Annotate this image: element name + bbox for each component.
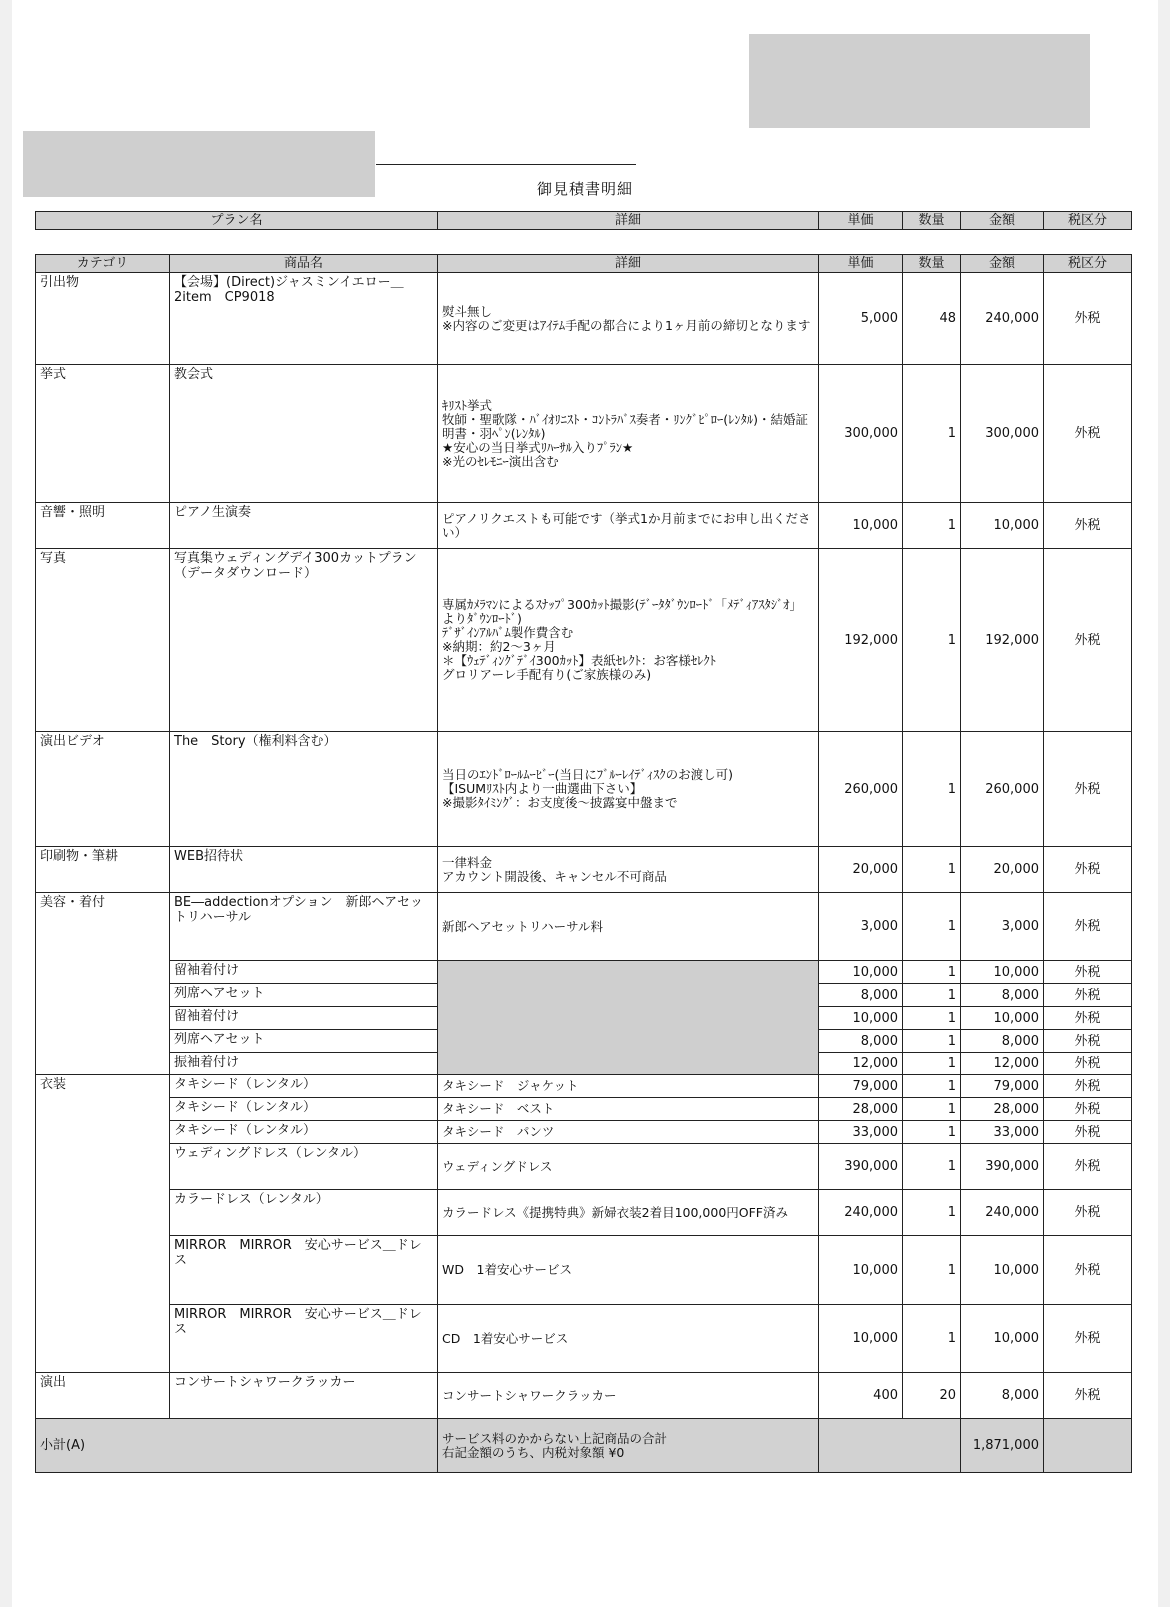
row-product: コンサートシャワークラッカー xyxy=(170,1373,438,1419)
row-quantity: 1 xyxy=(903,1030,961,1053)
row-quantity: 1 xyxy=(903,1098,961,1121)
row-quantity: 1 xyxy=(903,1190,961,1236)
row-tax-type: 外税 xyxy=(1044,273,1132,365)
table-row xyxy=(36,1144,1132,1190)
row-quantity: 48 xyxy=(903,273,961,365)
row-tax-type: 外税 xyxy=(1044,732,1132,847)
row-quantity: 20 xyxy=(903,1373,961,1419)
row-tax-type: 外税 xyxy=(1044,1075,1132,1098)
row-tax-type: 外税 xyxy=(1044,1373,1132,1419)
col-category: カテゴリ xyxy=(36,255,170,273)
table-row xyxy=(36,1098,1132,1121)
row-amount: 8,000 xyxy=(961,1373,1044,1419)
row-detail: コンサートシャワークラッカー xyxy=(438,1373,819,1419)
row-quantity: 1 xyxy=(903,1053,961,1075)
row-tax-type: 外税 xyxy=(1044,1236,1132,1305)
row-tax-type: 外税 xyxy=(1044,984,1132,1007)
row-product: 留袖着付け xyxy=(170,961,438,984)
col-tax-type: 税区分 xyxy=(1044,255,1132,273)
row-amount: 79,000 xyxy=(961,1075,1044,1098)
row-quantity: 1 xyxy=(903,847,961,893)
col-product-name: 商品名 xyxy=(170,255,438,273)
subtotal-detail: サービス料のかからない上記商品の合計 右記金額のうち、内税対象額 ¥0 xyxy=(438,1419,819,1473)
row-unit-price: 5,000 xyxy=(819,273,903,365)
row-detail: カラードレス《提携特典》新婦衣装2着目100,000円OFF済み xyxy=(438,1190,819,1236)
table-row xyxy=(36,847,1132,893)
row-product: ウェディングドレス（レンタル） xyxy=(170,1144,438,1190)
row-amount: 192,000 xyxy=(961,549,1044,732)
row-amount: 240,000 xyxy=(961,1190,1044,1236)
plan-table-header xyxy=(36,212,1132,230)
table-row xyxy=(36,549,1132,732)
row-product: 写真集ウェディングデイ300カットプラン（データダウンロード） xyxy=(170,549,438,732)
col-detail: 詳細 xyxy=(438,212,819,230)
row-tax-type: 外税 xyxy=(1044,847,1132,893)
row-detail: 新郎ヘアセットリハーサル料 xyxy=(438,893,819,961)
col-quantity: 数量 xyxy=(903,255,961,273)
row-category: 写真 xyxy=(36,549,170,732)
row-detail: タキシード パンツ xyxy=(438,1121,819,1144)
row-product: 列席ヘアセット xyxy=(170,984,438,1007)
row-amount: 8,000 xyxy=(961,1030,1044,1053)
row-category: 美容・着付 xyxy=(36,893,170,1075)
table-row xyxy=(36,365,1132,503)
row-unit-price: 10,000 xyxy=(819,1007,903,1030)
row-tax-type: 外税 xyxy=(1044,1053,1132,1075)
table-row xyxy=(36,1373,1132,1419)
row-amount: 10,000 xyxy=(961,1007,1044,1030)
row-product: タキシード（レンタル） xyxy=(170,1075,438,1098)
col-unit-price: 単価 xyxy=(819,255,903,273)
row-detail: ｷﾘｽﾄ挙式 牧師・聖歌隊・ﾊﾞｲｵﾘﾆｽﾄ・ｺﾝﾄﾗﾊﾞｽ奏者・ﾘﾝｸﾞﾋﾟﾛｰ(ﾚﾝﾀﾙ)・結婚証明書・羽ﾍﾟﾝ(ﾚﾝﾀﾙ) ★安心の当日挙式ﾘﾊｰｻﾙ入りﾌﾟﾗﾝ★ ※光のｾﾚﾓﾆｰ演出含む xyxy=(438,365,819,503)
table-row xyxy=(36,1236,1132,1305)
row-detail: 当日のｴﾝﾄﾞﾛｰﾙﾑｰﾋﾞｰ(当日にﾌﾞﾙｰﾚｲﾃﾞｨｽｸのお渡し可) 【ISUMﾘｽﾄ内より一曲選曲下さい】 ※撮影ﾀｲﾐﾝｸﾞ：お支度後～披露宴中盤まで xyxy=(438,732,819,847)
row-product: カラードレス（レンタル） xyxy=(170,1190,438,1236)
row-detail: 専属ｶﾒﾗﾏﾝによるｽﾅｯﾌﾟ300ｶｯﾄ撮影(ﾃﾞｰﾀﾀﾞｳﾝﾛｰﾄﾞ「ﾒﾃﾞｨｱｽﾀｼﾞｵ」よりﾀﾞｳﾝﾛｰﾄﾞ) ﾃﾞｻﾞｲﾝｱﾙﾊﾞﾑ製作費含む ※納期：約2～3ヶ月 ＊【ｳｪﾃﾞｨﾝｸﾞﾃﾞｲ300ｶｯﾄ】表紙ｾﾚｸﾄ：お客様ｾﾚｸﾄ グロリアーレ手配有り(ご家族様のみ) xyxy=(438,549,819,732)
table-row xyxy=(36,732,1132,847)
col-unit-price: 単価 xyxy=(819,212,903,230)
row-category: 演出 xyxy=(36,1373,170,1419)
row-quantity: 1 xyxy=(903,893,961,961)
table-row xyxy=(36,893,1132,961)
row-quantity: 1 xyxy=(903,549,961,732)
subtotal-row xyxy=(36,1419,1132,1473)
row-detail: WD 1着安心サービス xyxy=(438,1236,819,1305)
row-amount: 33,000 xyxy=(961,1121,1044,1144)
row-quantity: 1 xyxy=(903,503,961,549)
col-plan-name: プラン名 xyxy=(36,212,438,230)
row-unit-price: 10,000 xyxy=(819,1305,903,1373)
row-tax-type: 外税 xyxy=(1044,1121,1132,1144)
subtotal-tax-empty xyxy=(1044,1419,1132,1473)
row-tax-type: 外税 xyxy=(1044,549,1132,732)
row-tax-type: 外税 xyxy=(1044,1098,1132,1121)
row-detail: 熨斗無し ※内容のご変更はｱｲﾃﾑ手配の都合により1ヶ月前の締切となります xyxy=(438,273,819,365)
plan-table xyxy=(35,211,1132,230)
row-amount: 10,000 xyxy=(961,1236,1044,1305)
row-tax-type: 外税 xyxy=(1044,1030,1132,1053)
row-unit-price: 8,000 xyxy=(819,1030,903,1053)
row-unit-price: 3,000 xyxy=(819,893,903,961)
row-amount: 240,000 xyxy=(961,273,1044,365)
table-row xyxy=(36,1121,1132,1144)
row-product: 振袖着付け xyxy=(170,1053,438,1075)
row-quantity: 1 xyxy=(903,1305,961,1373)
items-table-header xyxy=(36,255,1132,273)
row-unit-price: 390,000 xyxy=(819,1144,903,1190)
row-amount: 10,000 xyxy=(961,503,1044,549)
row-amount: 12,000 xyxy=(961,1053,1044,1075)
subtotal-empty xyxy=(819,1419,961,1473)
col-detail: 詳細 xyxy=(438,255,819,273)
row-quantity: 1 xyxy=(903,1007,961,1030)
row-unit-price: 10,000 xyxy=(819,961,903,984)
row-unit-price: 10,000 xyxy=(819,503,903,549)
row-unit-price: 8,000 xyxy=(819,984,903,1007)
row-unit-price: 33,000 xyxy=(819,1121,903,1144)
row-unit-price: 300,000 xyxy=(819,365,903,503)
row-quantity: 1 xyxy=(903,984,961,1007)
row-category: 引出物 xyxy=(36,273,170,365)
row-detail: CD 1着安心サービス xyxy=(438,1305,819,1373)
row-detail: 一律料金 アカウント開設後、キャンセル不可商品 xyxy=(438,847,819,893)
row-unit-price: 400 xyxy=(819,1373,903,1419)
col-quantity: 数量 xyxy=(903,212,961,230)
row-product: The Story（権利料含む） xyxy=(170,732,438,847)
row-category: 演出ビデオ xyxy=(36,732,170,847)
row-category: 音響・照明 xyxy=(36,503,170,549)
row-amount: 260,000 xyxy=(961,732,1044,847)
col-tax-type: 税区分 xyxy=(1044,212,1132,230)
row-unit-price: 28,000 xyxy=(819,1098,903,1121)
redacted-detail xyxy=(438,961,819,1075)
row-product: タキシード（レンタル） xyxy=(170,1098,438,1121)
col-amount: 金額 xyxy=(961,212,1044,230)
table-row xyxy=(36,273,1132,365)
row-amount: 8,000 xyxy=(961,984,1044,1007)
row-unit-price: 10,000 xyxy=(819,1236,903,1305)
table-row xyxy=(36,961,1132,984)
row-unit-price: 79,000 xyxy=(819,1075,903,1098)
row-amount: 20,000 xyxy=(961,847,1044,893)
row-category: 印刷物・筆耕 xyxy=(36,847,170,893)
row-amount: 28,000 xyxy=(961,1098,1044,1121)
row-quantity: 1 xyxy=(903,961,961,984)
subtotal-amount: 1,871,000 xyxy=(961,1419,1044,1473)
signature-line xyxy=(376,164,636,165)
row-quantity: 1 xyxy=(903,1236,961,1305)
row-quantity: 1 xyxy=(903,732,961,847)
row-amount: 10,000 xyxy=(961,961,1044,984)
row-tax-type: 外税 xyxy=(1044,1007,1132,1030)
subtotal-label: 小計(A) xyxy=(36,1419,438,1473)
row-amount: 390,000 xyxy=(961,1144,1044,1190)
row-tax-type: 外税 xyxy=(1044,365,1132,503)
row-tax-type: 外税 xyxy=(1044,1305,1132,1373)
row-unit-price: 12,000 xyxy=(819,1053,903,1075)
col-amount: 金額 xyxy=(961,255,1044,273)
row-product: 列席ヘアセット xyxy=(170,1030,438,1053)
row-unit-price: 240,000 xyxy=(819,1190,903,1236)
row-product: ピアノ生演奏 xyxy=(170,503,438,549)
row-quantity: 1 xyxy=(903,365,961,503)
row-tax-type: 外税 xyxy=(1044,893,1132,961)
table-row xyxy=(36,503,1132,549)
row-category: 挙式 xyxy=(36,365,170,503)
row-amount: 10,000 xyxy=(961,1305,1044,1373)
row-detail: ウェディングドレス xyxy=(438,1144,819,1190)
row-tax-type: 外税 xyxy=(1044,1144,1132,1190)
row-product: BE―addectionオプション 新郎ヘアセットリハーサル xyxy=(170,893,438,961)
row-product: WEB招待状 xyxy=(170,847,438,893)
row-unit-price: 192,000 xyxy=(819,549,903,732)
row-category: 衣装 xyxy=(36,1075,170,1373)
row-product: MIRROR MIRROR 安心サービス＿ドレス xyxy=(170,1305,438,1373)
row-product: タキシード（レンタル） xyxy=(170,1121,438,1144)
row-tax-type: 外税 xyxy=(1044,1190,1132,1236)
row-tax-type: 外税 xyxy=(1044,503,1132,549)
table-row xyxy=(36,1305,1132,1373)
row-product: 教会式 xyxy=(170,365,438,503)
row-tax-type: 外税 xyxy=(1044,961,1132,984)
document-title: 御見積書明細 xyxy=(536,180,633,198)
row-product: 留袖着付け xyxy=(170,1007,438,1030)
row-detail: ピアノリクエストも可能です（挙式1か月前までにお申し出ください） xyxy=(438,503,819,549)
row-detail: タキシード ジャケット xyxy=(438,1075,819,1098)
row-quantity: 1 xyxy=(903,1144,961,1190)
row-unit-price: 20,000 xyxy=(819,847,903,893)
table-row xyxy=(36,1075,1132,1098)
row-quantity: 1 xyxy=(903,1075,961,1098)
row-product: MIRROR MIRROR 安心サービス＿ドレス xyxy=(170,1236,438,1305)
row-amount: 300,000 xyxy=(961,365,1044,503)
redacted-block-top-right xyxy=(749,34,1090,128)
row-unit-price: 260,000 xyxy=(819,732,903,847)
row-amount: 3,000 xyxy=(961,893,1044,961)
table-row xyxy=(36,1190,1132,1236)
items-table xyxy=(35,254,1132,1473)
row-detail: タキシード ベスト xyxy=(438,1098,819,1121)
row-product: 【会場】(Direct)ジャスミンイエロー＿2item CP9018 xyxy=(170,273,438,365)
row-quantity: 1 xyxy=(903,1121,961,1144)
